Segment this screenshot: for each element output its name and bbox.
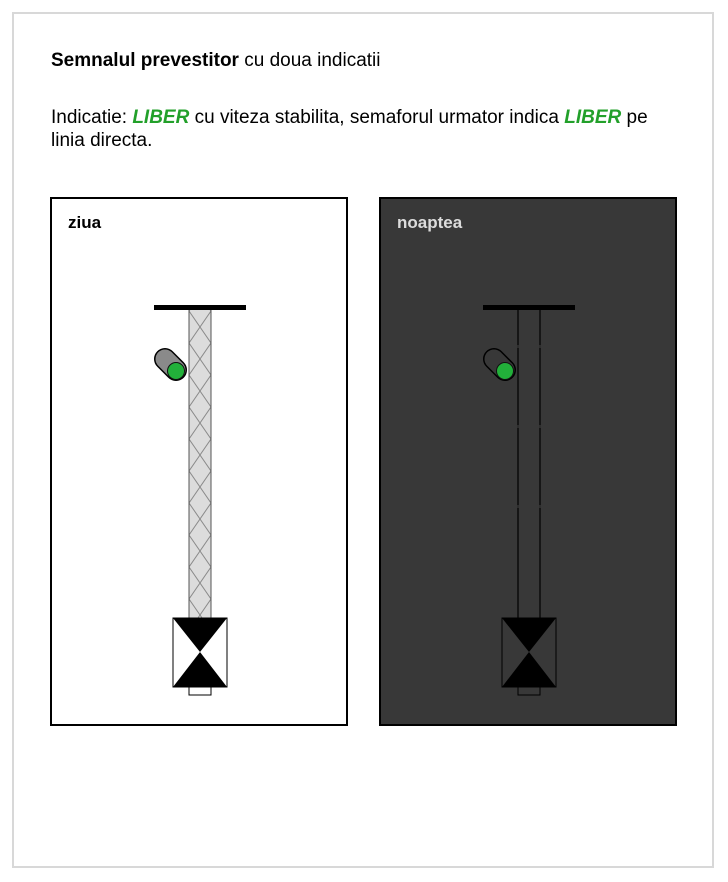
desc-suffix: pe linia directa. — [51, 107, 648, 151]
night-base-plate — [502, 618, 556, 687]
desc-prefix: Indicatie: — [51, 107, 133, 128]
title-bold: Semnalul prevestitor — [51, 50, 239, 71]
day-green-light — [168, 363, 185, 380]
night-green-light — [497, 363, 514, 380]
desc-middle: cu viteza stabilita, semaforul urmator indica — [189, 107, 565, 128]
night-crossbar — [483, 305, 575, 310]
day-crossbar — [154, 305, 246, 310]
day-panel — [50, 197, 348, 726]
day-mast — [189, 309, 211, 619]
liber-label-2: LIBER — [564, 107, 622, 128]
day-base-plate — [173, 618, 227, 687]
night-panel — [379, 197, 677, 726]
day-signal-lamp — [165, 359, 185, 380]
night-signal-lamp — [494, 359, 514, 380]
title-rest: cu doua indicatii — [238, 50, 381, 71]
night-signal-diagram — [381, 199, 675, 724]
indication-description — [51, 106, 671, 152]
day-signal-diagram — [52, 199, 346, 724]
liber-label-1: LIBER — [132, 107, 190, 128]
night-panel-label: noaptea — [397, 213, 463, 232]
page-title — [51, 50, 381, 72]
day-panel-label: ziua — [68, 213, 102, 232]
night-mast — [518, 309, 540, 619]
